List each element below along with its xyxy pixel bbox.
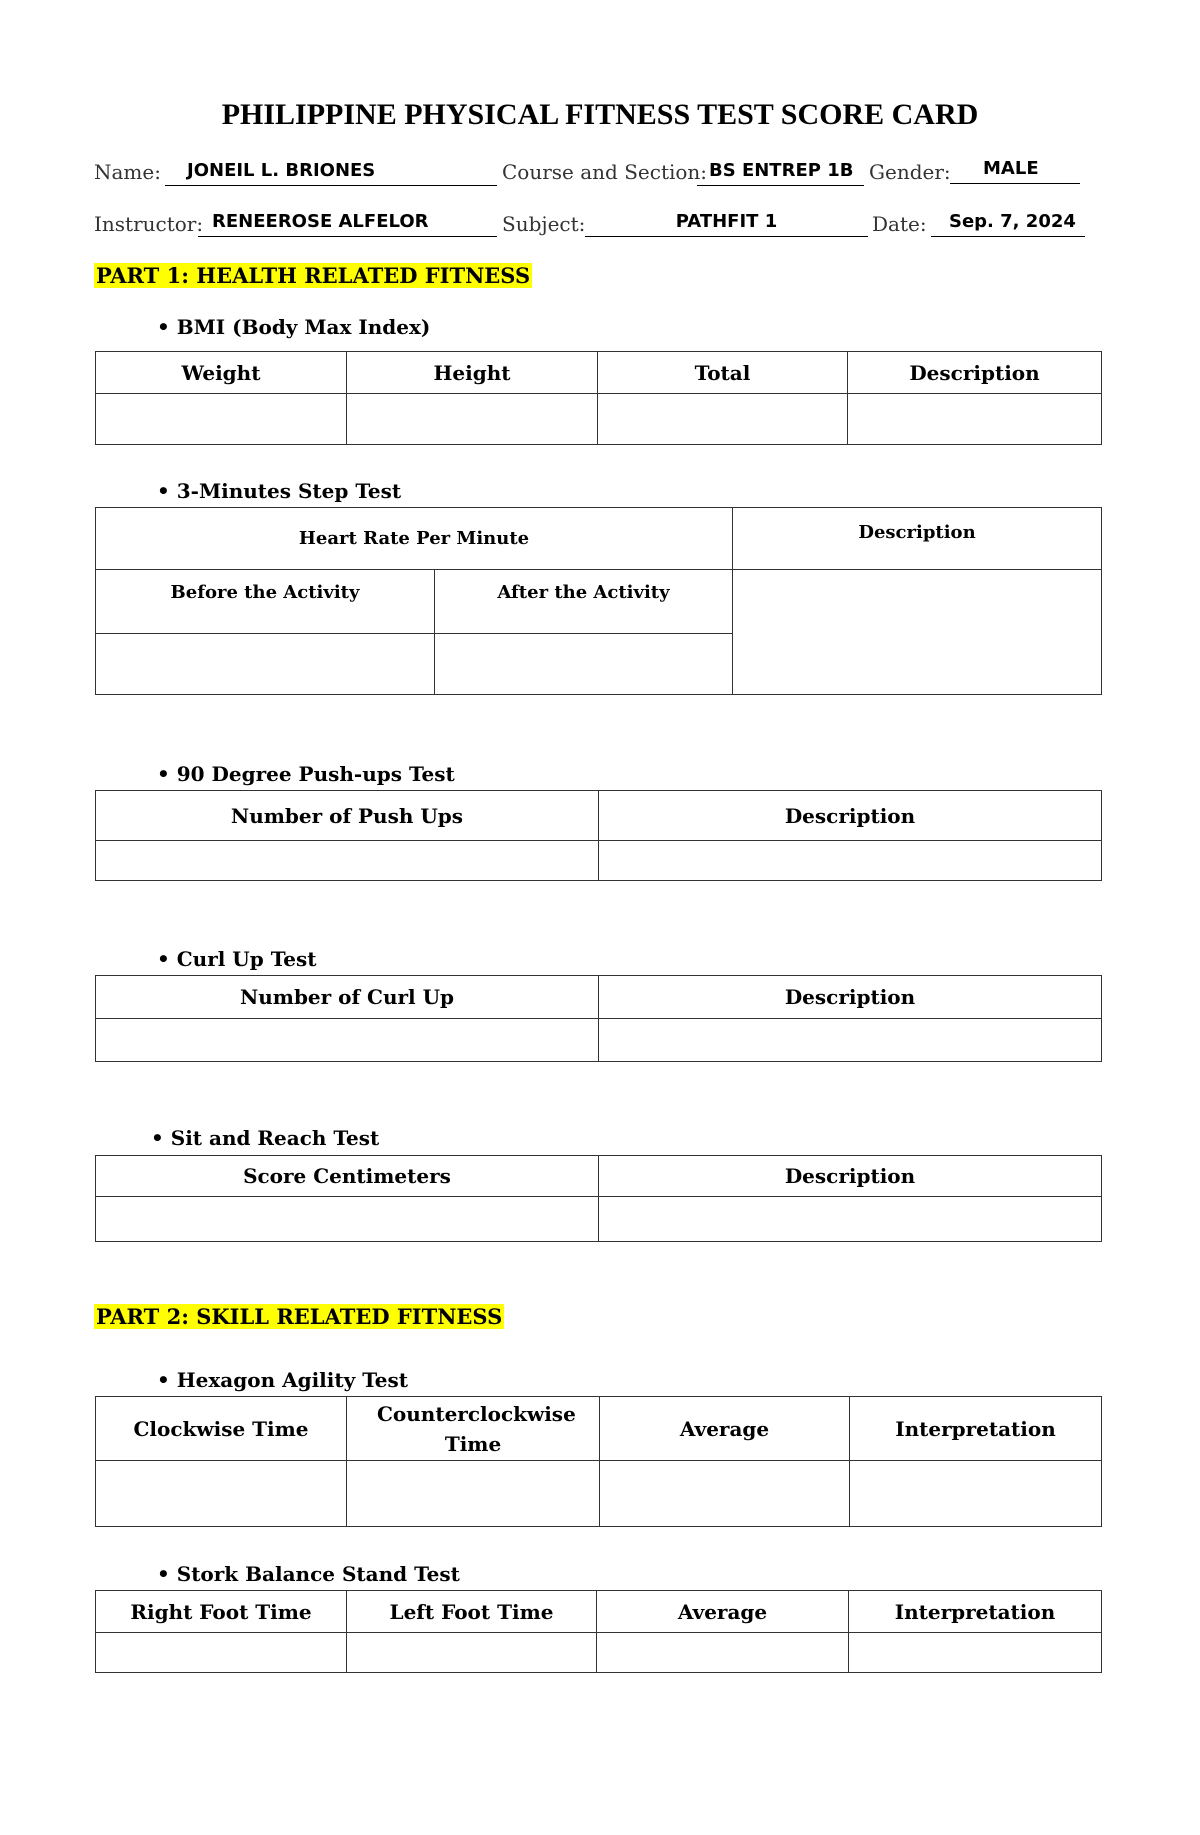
- sit-col-score: Score Centimeters: [96, 1156, 599, 1197]
- step-col-description: Description: [733, 508, 1102, 570]
- step-heading: • 3-Minutes Step Test: [157, 479, 402, 503]
- step-heart-rate-header: Heart Rate Per Minute: [96, 508, 733, 570]
- pushup-col-number: Number of Push Ups: [96, 791, 599, 841]
- stork-col-right-foot: Right Foot Time: [96, 1591, 347, 1633]
- name-field[interactable]: JONEIL L. BRIONES: [165, 160, 497, 186]
- bmi-col-description: Description: [848, 352, 1102, 394]
- pushup-table: [95, 790, 1102, 881]
- stork-table: [95, 1590, 1102, 1673]
- bmi-description-cell[interactable]: [848, 394, 1102, 445]
- stork-left-foot-cell[interactable]: [347, 1633, 597, 1673]
- curl-description-cell[interactable]: [599, 1019, 1102, 1062]
- bmi-col-weight: Weight: [96, 352, 347, 394]
- curl-heading: • Curl Up Test: [157, 947, 317, 971]
- hexagon-average-cell[interactable]: [600, 1461, 850, 1527]
- sit-table: [95, 1155, 1102, 1242]
- sit-score-cell[interactable]: [96, 1197, 599, 1242]
- stork-average-cell[interactable]: [597, 1633, 849, 1673]
- bmi-heading: • BMI (Body Max Index): [157, 315, 431, 339]
- gender-field[interactable]: MALE: [950, 158, 1080, 184]
- pushup-col-description: Description: [599, 791, 1102, 841]
- part1-title: PART 1: HEALTH RELATED FITNESS: [96, 263, 531, 288]
- hexagon-col-average: Average: [600, 1397, 850, 1461]
- curl-number-cell[interactable]: [96, 1019, 599, 1062]
- sit-col-description: Description: [599, 1156, 1102, 1197]
- step-col-after: After the Activity: [435, 570, 733, 634]
- step-col-before: Before the Activity: [96, 570, 435, 634]
- subject-field[interactable]: PATHFIT 1: [585, 211, 868, 237]
- sit-heading: • Sit and Reach Test: [151, 1126, 380, 1150]
- step-before-cell[interactable]: [96, 634, 435, 695]
- pushup-number-cell[interactable]: [96, 841, 599, 881]
- pushup-description-cell[interactable]: [599, 841, 1102, 881]
- bmi-weight-cell[interactable]: [96, 394, 347, 445]
- instructor-field[interactable]: RENEEROSE ALFELOR: [198, 211, 497, 237]
- bmi-table: [95, 351, 1102, 445]
- name-label: Name:: [94, 160, 161, 184]
- bmi-height-cell[interactable]: [347, 394, 598, 445]
- step-after-cell[interactable]: [435, 634, 733, 695]
- part1-heading: [94, 263, 532, 289]
- hexagon-interpretation-cell[interactable]: [850, 1461, 1102, 1527]
- bmi-col-total: Total: [598, 352, 848, 394]
- stork-col-interpretation: Interpretation: [849, 1591, 1102, 1633]
- hexagon-clockwise-cell[interactable]: [96, 1461, 347, 1527]
- curl-col-description: Description: [599, 976, 1102, 1019]
- stork-col-left-foot: Left Foot Time: [347, 1591, 597, 1633]
- course-field[interactable]: BS ENTREP 1B: [697, 160, 864, 186]
- step-description-cell[interactable]: [733, 570, 1102, 695]
- bmi-total-cell[interactable]: [598, 394, 848, 445]
- page-title: PHILIPPINE PHYSICAL FITNESS TEST SCORE CARD: [221, 98, 979, 131]
- part2-title: PART 2: SKILL RELATED FITNESS: [96, 1304, 503, 1329]
- pushup-heading: • 90 Degree Push-ups Test: [157, 762, 455, 786]
- instructor-label: Instructor:: [94, 212, 204, 236]
- hexagon-counterclockwise-cell[interactable]: [347, 1461, 600, 1527]
- date-label: Date:: [872, 212, 927, 236]
- gender-label: Gender:: [869, 160, 951, 184]
- date-field[interactable]: Sep. 7, 2024: [931, 211, 1085, 237]
- bmi-col-height: Height: [347, 352, 598, 394]
- stork-heading: • Stork Balance Stand Test: [157, 1562, 460, 1586]
- curl-col-number: Number of Curl Up: [96, 976, 599, 1019]
- hexagon-col-counterclockwise: Counterclockwise Time: [347, 1397, 600, 1461]
- stork-col-average: Average: [597, 1591, 849, 1633]
- curl-table: [95, 975, 1102, 1062]
- hexagon-col-interpretation: Interpretation: [850, 1397, 1102, 1461]
- hexagon-col-clockwise: Clockwise Time: [96, 1397, 347, 1461]
- hexagon-table: [95, 1396, 1102, 1527]
- part2-heading: [94, 1304, 504, 1330]
- course-label: Course and Section:: [502, 160, 708, 184]
- stork-right-foot-cell[interactable]: [96, 1633, 347, 1673]
- stork-interpretation-cell[interactable]: [849, 1633, 1102, 1673]
- subject-label: Subject:: [502, 212, 586, 236]
- step-table: [95, 507, 1102, 695]
- sit-description-cell[interactable]: [599, 1197, 1102, 1242]
- hexagon-heading: • Hexagon Agility Test: [157, 1368, 409, 1392]
